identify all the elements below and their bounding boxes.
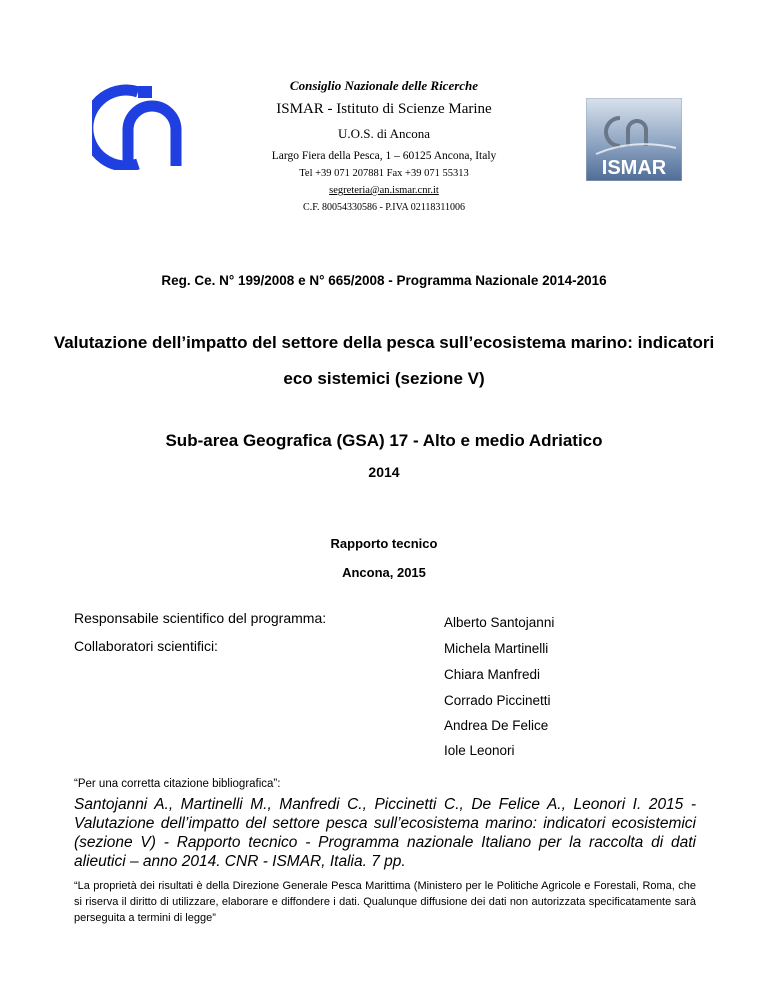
fiscal-code: C.F. 80054330586 - P.IVA 02118311006: [303, 202, 465, 213]
person-name: Andrea De Felice: [444, 718, 549, 733]
person-name: Corrado Piccinetti: [444, 693, 551, 708]
title-line-2: eco sistemici (sezione V): [283, 369, 485, 388]
responsible-label: Responsabile scientifico del programma:: [74, 610, 327, 626]
citation-text: Santojanni A., Martinelli M., Manfredi C., Piccinetti C., De Felice A., Leonori I. 2015 - Valutazione dell’impatto del settore pesca sull’ecosistema marino: indicatori ecosistemici (sezione V) - Rapporto tecnico - Programma nazionale Italiano per la raccolta di dati alieutici – anno 2014. CNR - ISMAR, Italia. 7 pp.: [74, 796, 696, 870]
org-name: Consiglio Nazionale delle Ricerche: [289, 78, 479, 93]
unit-name: U.O.S. di Ancona: [337, 126, 431, 141]
person-name: Iole Leonori: [444, 743, 515, 758]
email-link[interactable]: segreteria@an.ismar.cnr.it: [329, 185, 439, 196]
address: Largo Fiera della Pesca, 1 – 60125 Ancona, Italy: [271, 150, 497, 162]
place-date: Ancona, 2015: [342, 565, 426, 580]
person-name: Chiara Manfredi: [444, 667, 541, 682]
person-name: Alberto Santojanni: [444, 615, 555, 630]
rights-notice: “La proprietà dei risultati è della Direzione Generale Pesca Marittima (Ministero per le Politiche Agricole e Forestali, Roma, che si riserva il diritto di utilizzare, elaborare e diffondere i dati. Qualunque diffusione dei dati non autorizzata specificatamente sarà perseguita a termini di legge”: [74, 880, 696, 924]
subarea-title: Sub-area Geografica (GSA) 17 - Alto e medio Adriatico: [165, 431, 603, 450]
report-year: 2014: [368, 464, 400, 480]
citation-intro: “Per una corretta citazione bibliografica”:: [74, 778, 281, 790]
report-type: Rapporto tecnico: [330, 536, 438, 551]
collaborators-label: Collaboratori scientifici:: [74, 638, 218, 654]
institute-name: ISMAR - Istituto di Scienze Marine: [276, 101, 492, 117]
regulation: Reg. Ce. N° 199/2008 e N° 665/2008 - Programma Nazionale 2014-2016: [161, 273, 607, 288]
phone-fax: Tel +39 071 207881 Fax +39 071 55313: [299, 168, 469, 179]
person-name: Michela Martinelli: [444, 641, 549, 656]
svg-text:ISMAR: ISMAR: [601, 157, 667, 179]
title-line-1: Valutazione dell’impatto del settore della pesca sull’ecosistema marino: indicatori: [53, 333, 715, 352]
